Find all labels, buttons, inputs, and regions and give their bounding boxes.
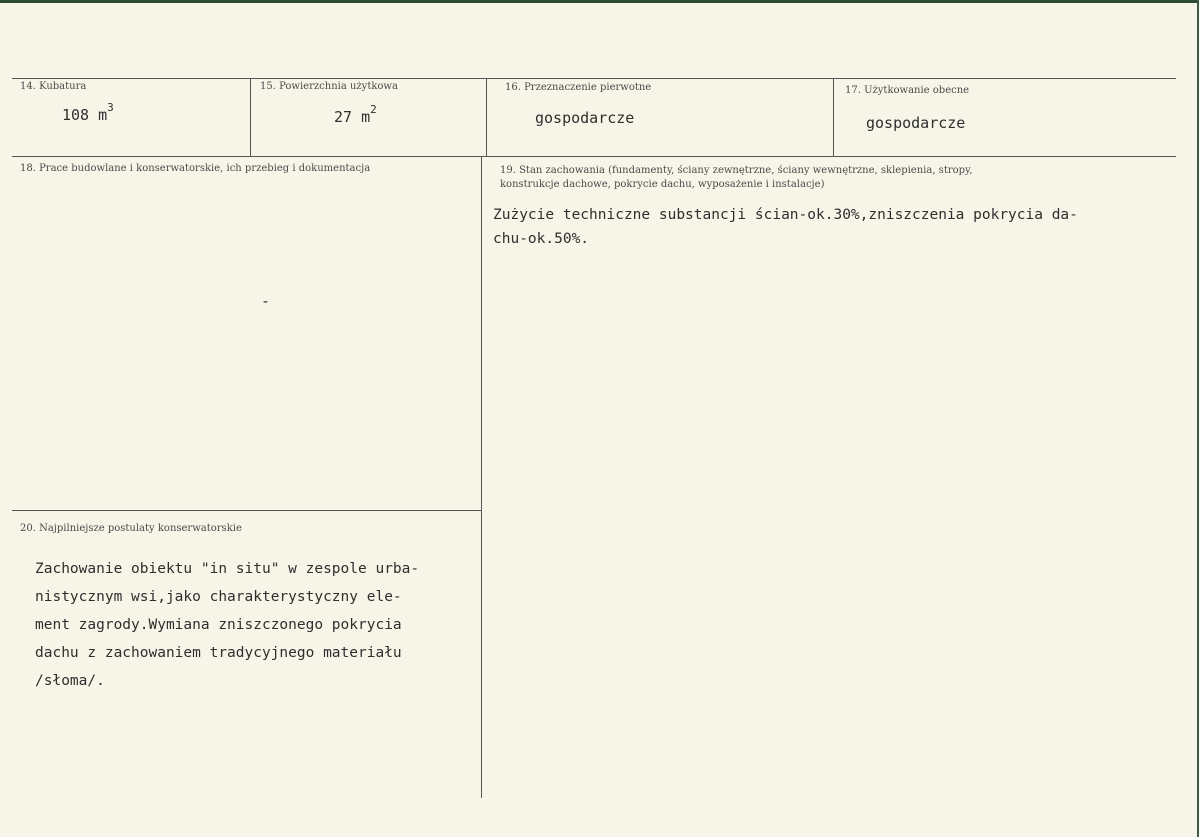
field-18-label: 18. Prace budowlane i konserwatorskie, ich przebieg i dokumentacja [20,163,371,174]
field-15-unit-exponent: 2 [370,103,377,116]
field-17-label: 17. Użytkowanie obecne [845,85,970,96]
field-14-label: 14. Kubatura [20,81,87,92]
paper-top-edge [0,0,1199,3]
rule-row-2-bottom-left [12,510,481,511]
field-19-label-line-2: konstrukcje dachowe, pokrycie dachu, wyposażenie i instalacje) [500,179,825,190]
rule-vertical-1 [250,78,251,156]
field-20-text-line: nistycznym wsi,jako charakterystyczny ele- [35,589,402,605]
field-20-text-line: ment zagrody.Wymiana zniszczonego pokrycia [35,617,402,633]
field-19-text-line: chu-ok.50%. [493,231,590,247]
field-15-label: 15. Powierzchnia użytkowa [260,81,398,92]
field-20-text [35,555,419,695]
field-14-number: 108 m [62,106,108,124]
rule-vertical-main [481,156,482,798]
field-16-value: gospodarcze [535,109,635,127]
rule-vertical-2 [486,78,487,156]
field-17-value: gospodarcze [866,114,966,132]
field-18-value: - [261,292,271,310]
field-20-text-line: /słoma/. [35,673,105,689]
field-15-number: 27 m [334,108,371,126]
field-19-text-line: Zużycie techniczne substancji ścian-ok.30%,zniszczenia pokrycia da- [493,207,1078,223]
rule-row-1-bottom [12,156,1176,157]
rule-vertical-3 [833,78,834,156]
field-14-unit-exponent: 3 [107,101,114,114]
field-19-text [493,203,1078,251]
field-20-text-line: Zachowanie obiektu "in situ" w zespole urba- [35,561,420,577]
field-15-value [334,103,377,126]
field-14-value [62,101,114,124]
field-16-label: 16. Przeznaczenie pierwotne [505,82,652,93]
field-20-label: 20. Najpilniejsze postulaty konserwatorskie [20,523,242,534]
field-19-label-line-1: 19. Stan zachowania (fundamenty, ściany zewnętrzne, ściany wewnętrzne, sklepienia, stropy, [500,165,973,176]
rule-top [12,78,1176,79]
field-20-text-line: dachu z zachowaniem tradycyjnego materiału [35,645,402,661]
